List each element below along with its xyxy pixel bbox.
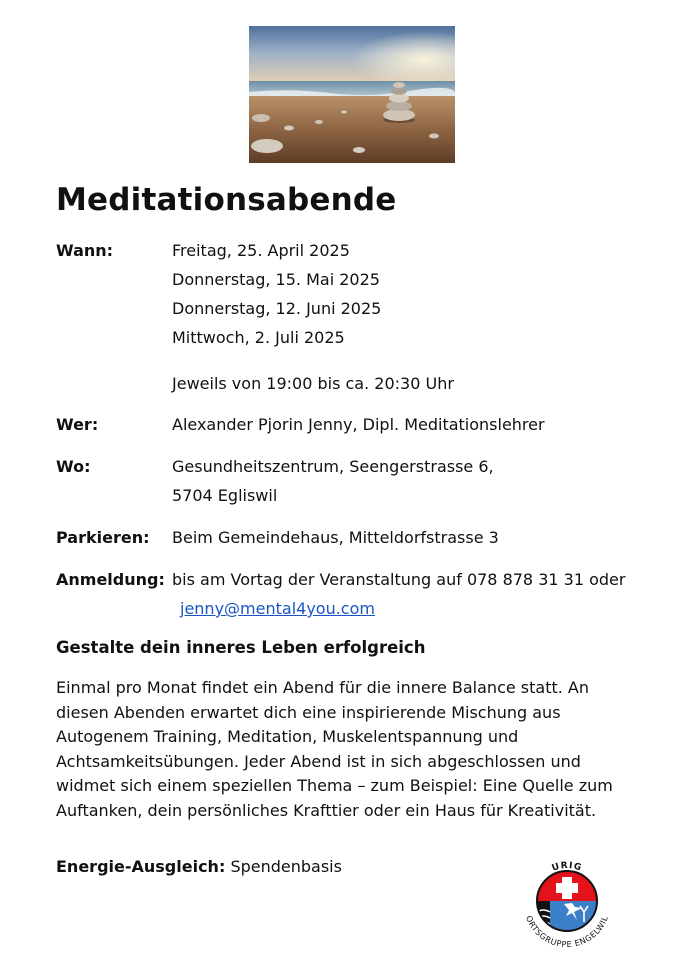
section-wer: [56, 410, 656, 439]
paragraph-line: diesen Abenden erwartet dich eine inspirierende Mischung aus: [56, 702, 561, 722]
description-paragraph: [56, 676, 646, 823]
paragraph-line: Achtsamkeitsübungen. Jeder Abend ist in sich abgeschlossen und: [56, 751, 581, 771]
date-2: Donnerstag, 15. Mai 2025: [172, 270, 380, 289]
hero-image: [249, 26, 455, 163]
page-title: Meditationsabende: [56, 182, 397, 218]
anmeldung-value: bis am Vortag der Veranstaltung auf 078 878 31 31 oder: [172, 570, 626, 589]
wo-line1: Gesundheitszentrum, Seengerstrasse 6,: [172, 457, 494, 476]
parkieren-label: Parkieren:: [56, 528, 150, 547]
urig-logo: [512, 846, 622, 956]
energie-ausgleich: [56, 857, 342, 876]
wo-line2: 5704 Egliswil: [172, 486, 278, 505]
logo-top-text: URIG: [550, 860, 584, 874]
date-3: Donnerstag, 12. Juni 2025: [172, 299, 382, 318]
paragraph-line: widmet sich einem speziellen Thema – zum Beispiel: Eine Quelle zum: [56, 776, 613, 795]
section-anmeldung: [56, 565, 676, 623]
paragraph-line: Auftanken, dein persönliches Krafttier oder ein Haus für Kreativität.: [56, 800, 597, 820]
subheading: Gestalte dein inneres Leben erfolgreich: [56, 638, 426, 657]
paragraph-line: Einmal pro Monat findet ein Abend für die innere Balance statt. An: [56, 678, 590, 697]
energie-label: Energie-Ausgleich:: [56, 857, 226, 876]
energie-value: Spendenbasis: [230, 857, 342, 876]
paragraph-line: Autogenem Training, Meditation, Muskelentspannung und: [56, 727, 519, 746]
section-wo: [56, 452, 656, 510]
wann-label: Wann:: [56, 241, 114, 260]
parkieren-value: Beim Gemeindehaus, Mitteldorfstrasse 3: [172, 528, 499, 547]
wo-label: Wo:: [56, 457, 91, 476]
date-1: Freitag, 25. April 2025: [172, 241, 350, 260]
email-link[interactable]: jenny@mental4you.com: [180, 599, 375, 618]
anmeldung-label: Anmeldung:: [56, 570, 165, 589]
section-wann: [56, 236, 656, 393]
time-range: Jeweils von 19:00 bis ca. 20:30 Uhr: [172, 374, 454, 393]
wer-label: Wer:: [56, 415, 99, 434]
wer-value: Alexander Pjorin Jenny, Dipl. Meditationslehrer: [172, 415, 545, 434]
section-parkieren: [56, 523, 656, 552]
date-4: Mittwoch, 2. Juli 2025: [172, 328, 345, 347]
logo-bottom-text: ORTSGRUPPE ENGELWIL: [524, 914, 610, 950]
